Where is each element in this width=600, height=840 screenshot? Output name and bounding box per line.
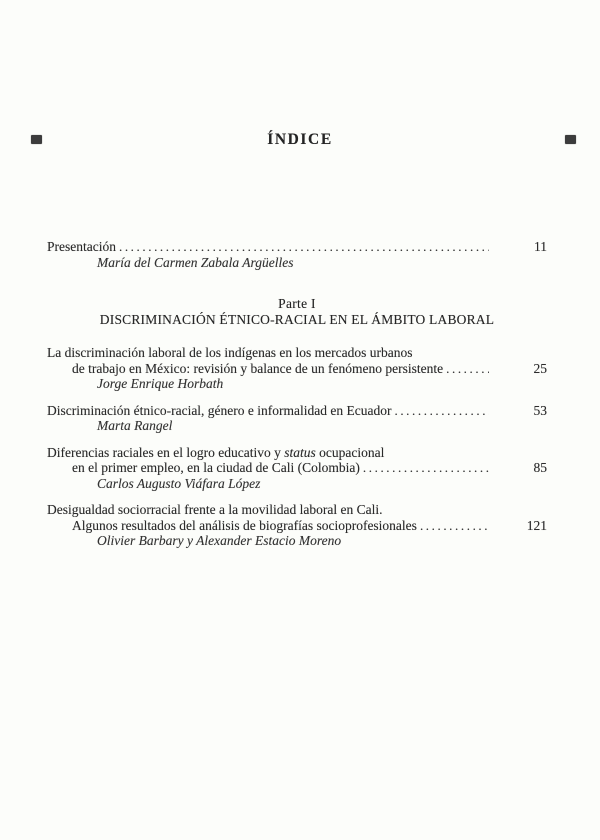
entry-line-continuation [47,518,547,534]
toc-row-presentacion [47,239,547,255]
print-registration-mark-left [31,135,42,144]
entry-author: Marta Rangel [97,418,173,433]
page-title: ÍNDICE [267,131,333,148]
entry-title [47,445,384,461]
dot-leader [394,403,489,419]
entry-author: Jorge Enrique Horbath [97,376,224,391]
entry-author: María del Carmen Zabala Argüelles [97,254,294,270]
toc-content [47,239,547,549]
entry-line [47,345,547,361]
toc-entry [47,403,547,434]
entry-title-continued: en el primer empleo, en la ciudad de Cali (Colombia) [72,460,360,475]
entry-title: Desigualdad sociorracial frente a la movilidad laboral en Cali. [47,502,383,517]
entry-title-continued: de trabajo en México: revisión y balance de un fenómeno persistente [72,360,444,376]
entry-title-italic-word: status [284,444,316,460]
entry-title: Presentación [47,239,116,254]
dot-leader [446,361,489,377]
toc-front-matter [47,239,547,270]
entry-line-continuation [47,361,547,377]
toc-entry [47,345,547,392]
entry-title-part: ocupacional [315,444,385,460]
entry-line [47,445,547,461]
entry-title: Discriminación étnico-racial, género e informalidad en Ecuador [47,402,392,418]
page-number: 25 [533,360,547,376]
part-label: Parte I [278,296,316,311]
dot-leader [119,239,489,255]
entry-author: Olivier Barbary y Alexander Estacio Moreno [97,533,342,548]
scanned-toc-page [0,131,600,840]
toc-entry [47,502,547,549]
entry-line-continuation [47,460,547,476]
dot-leader [363,460,489,476]
entry-title-continued: Algunos resultados del análisis de biografías socioprofesionales [72,517,417,533]
entry-author: Carlos Augusto Viáfara López [97,475,261,491]
page-number: 53 [533,402,547,418]
entry-title: La discriminación laboral de los indígenas en los mercados urbanos [47,345,413,360]
part-heading [47,296,547,327]
entry-line [47,502,547,518]
print-registration-mark-right [565,135,576,144]
toc-entries [47,345,547,549]
entry-title-part: Diferencias raciales en el logro educativo y [47,444,285,460]
dot-leader [420,518,489,534]
entry-line [47,403,547,419]
page-number: 85 [533,460,547,475]
part-title: DISCRIMINACIÓN ÉTNICO-RACIAL EN EL ÁMBITO LABORAL [99,311,495,327]
toc-entry [47,445,547,492]
page-number: 121 [526,517,547,533]
page-number: 11 [534,239,547,254]
